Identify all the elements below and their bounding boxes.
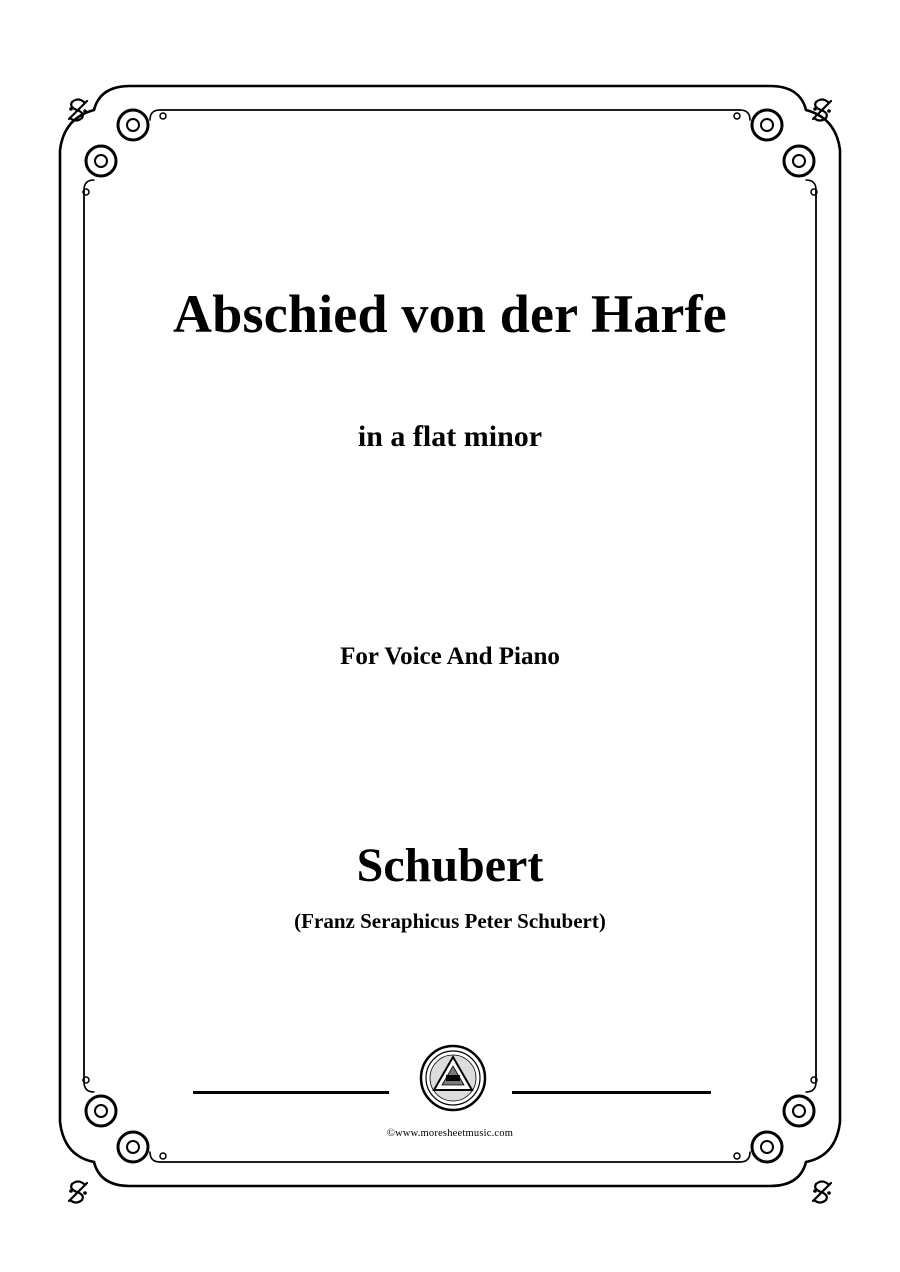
publisher-logo-icon (419, 1044, 487, 1112)
score-key: in a flat minor (357, 420, 543, 453)
score-title: Abschied von der Harfe (173, 284, 727, 344)
segno-icon (64, 96, 92, 124)
score-instrumentation: For Voice And Piano (340, 643, 560, 670)
website-credit: ©www.moresheetmusic.com (386, 1128, 514, 1139)
footer-rule-left (193, 1091, 389, 1094)
composer-full-name: (Franz Seraphicus Peter Schubert) (294, 909, 606, 933)
segno-icon (808, 1178, 836, 1206)
footer-rule-right (512, 1091, 711, 1094)
segno-icon (64, 1178, 92, 1206)
composer-name: Schubert (356, 839, 544, 892)
segno-icon (808, 96, 836, 124)
